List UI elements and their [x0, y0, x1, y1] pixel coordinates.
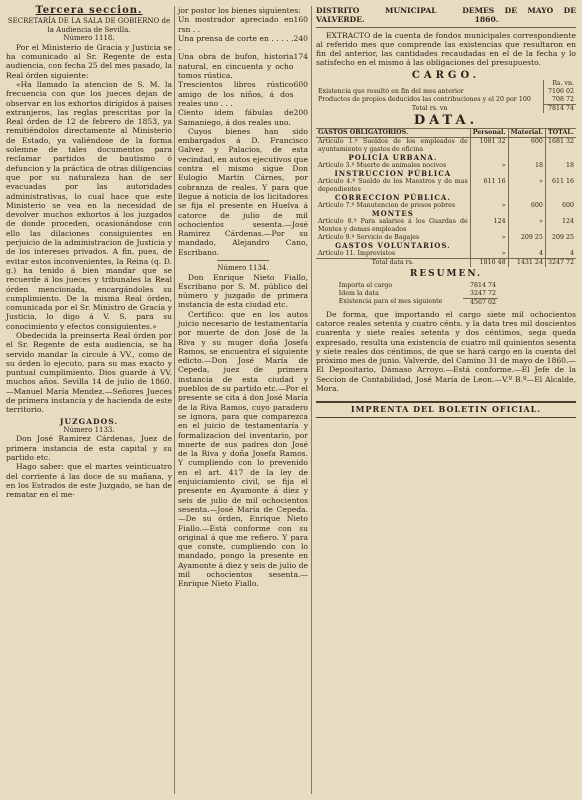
section-title: Tercera seccion. [35, 5, 143, 16]
currency-header: Rs. vn. [544, 80, 576, 88]
paragraph: jor postor los bienes siguientes: [178, 6, 301, 15]
column-rule [174, 6, 175, 794]
empty-cell [470, 170, 508, 178]
empty-cell [508, 170, 545, 178]
paragraph: Certifico: que en los autos juicio necesario de testamentaría por muerte de don José de la Riva y su muger doña Josefa Ramos, se encuentra el siguiente edicto.—Don José María de Cepeda, juez de primera instancia de esta ciudad y pueblos de su partido etc.—Por el presente se cita á don José María de la Riva Ramos, cuyo paradero se ignora, para que comparezca en el juicio de testamentaría y formalizacion del inventario, por muerte de sus padres don José de la Riva y doña Josefa Ramos. Y cumpliendo con lo prevenido en el art. 417 de la ley de enjuiciamiento civil, se fija el presente en Ayamonte á diez y seis de julio de mil ochocientos sesenta.—José María de Cepeda.—De su órden, Enrique Nieto Fiallo.—Está conforme con su original á que me refiero. Y para que conste, cumpliendo con lo mandado, pongo la presente en Ayamonte á diez y seis de julio de mil ochocientos sesenta.—Enrique Nieto Fiallo. [178, 309, 308, 589]
data-row [316, 218, 576, 234]
district-header [316, 6, 576, 28]
resumen-label: Importa el cargo [338, 281, 393, 289]
total-value: 600 [545, 202, 576, 210]
data-row [316, 250, 576, 259]
resumen-value: 3247 72 [469, 289, 496, 297]
section-label: GASTOS VOLUNTARIOS. [335, 241, 451, 251]
imprenta-footer: IMPRENTA DEL BOLETIN OFICIAL. [316, 401, 576, 417]
empty-cell [508, 154, 545, 162]
row-label: Artículo 7.º Manutencion de presos pobres [318, 202, 456, 210]
total-value: 611 16 [545, 178, 576, 194]
cargo-label: Productos de propios deducidos las contribuciones y el 20 por 100 [318, 96, 531, 104]
material-value: 4 [508, 250, 545, 259]
lot-value: 240 [293, 33, 308, 43]
empty-cell [508, 242, 545, 250]
data-title: DATA. [413, 113, 479, 129]
empty-cell [470, 210, 508, 218]
cargo-label: Total rs. vn [411, 104, 448, 112]
row-label: Artículo 4.º Sueldo de los Maestros y de mas dependientes [318, 178, 468, 194]
total-value: 18 [545, 162, 576, 170]
resumen-row [337, 298, 498, 307]
paragraph: Don Enrique Nieto Fiallo, Escribano por S. M. público del número y juzgado de primera instancia de esta ciudad etc. [178, 272, 308, 310]
extract-paragraph: EXTRACTO de la cuenta de fondos municipales correspondiente al referido mes que comprende las existencias que resultaron en fin del anterior, las cantidades recaudadas en el de la fecha y lo satisfecho en el mismo á las obligaciones del presupuesto. [316, 30, 576, 68]
material-value: 600 [508, 202, 545, 210]
row-label: Artículo 9.º Servicio de Bagajes [318, 234, 420, 242]
material-value: 209 25 [508, 234, 545, 242]
paragraph: «Ha llamado la atencion de S. M. la frecuencia con que los jueces dejan de observar en los exhortos dirigidos á paises extranjeros, las reglas prescritas por la Real órden de 12 de febrero de 1853, ya remitiéndolos directamente al Ministerio de Estado, ya valiéndose de la forma solemne de tales documentos para reclamar partidos de bautismo ó defuncion y la práctica de otras diligencias que por su naturaleza han de ser evacuadas por las autoridades administrativas, lo cual hace que este Ministerio se vea en la necesidad de devolver muchos exhortos á los juzgados de donde proceden, ocasionándose con ello las dilaciones consiguientes en perjuicio de la administracion de Justicia y de los intereses privados. A fin, pues, de evitar estos inconvenientes, la Reina (q. D. g.) ha tenido á bien mandar que se recuerde á los jueces y tribunales la Real órden mencionada, encargándoles su cumplimiento. De la misma Real órden, comunicada por el Sr. Ministro de Gracia y Justicia, lo digo á V. S. para su conocimiento y efectos consiguientes.» [6, 79, 172, 331]
section-row [316, 154, 576, 162]
paragraph: Obedecida la preinserta Real órden por el Sr. Regente de esta audiencia, se ha servido mandar la circule á VV., como de su órden lo ejecuto, para su mas exacto y puntual cumplimiento. Dios guarde á VV. muchos años. Sevilla 14 de julio de 1860.—Manuel María Mendez.—Señores Jueces de primera instancia y de hacienda de este territorio. [6, 331, 172, 415]
row-label: Total data rs. [371, 259, 414, 267]
material-value: 1431 24 [508, 259, 545, 268]
paragraph: Don José Ramirez Cárdenas, Juez de primera instancia de esta capital y su partido etc. [6, 434, 172, 463]
juzgados-heading: JUZGADOS. [59, 416, 119, 426]
section-label: MONTES [371, 209, 414, 219]
resumen-table [337, 282, 498, 307]
paragraph: Hago saber: que el martes veinticuatro del corriente á las doce de su mañana, y en los Estrados de este Juzgado, se han de rematar en el me- [6, 462, 172, 500]
cargo-row [316, 105, 576, 114]
column-left [6, 6, 172, 500]
lot-value: 174 [293, 52, 308, 62]
section-label: INSTRUCCION PÚBLICA [334, 169, 452, 179]
personal-value: » [470, 234, 508, 242]
total-value: 209 25 [545, 234, 576, 242]
cargo-value: 7106 02 [544, 88, 576, 96]
column-rule [311, 6, 312, 794]
cargo-value: 708 72 [544, 96, 576, 105]
row-label: Artículo 3.º Muerte de animales nocivos [318, 162, 447, 170]
total-value: 4 [545, 250, 576, 259]
empty-cell [470, 154, 508, 162]
section-row [316, 194, 576, 202]
cargo-table [316, 80, 576, 113]
column-middle [178, 6, 308, 589]
resumen-row [337, 282, 498, 290]
header-material: Material. [508, 129, 545, 138]
empty-cell [508, 194, 545, 202]
personal-value: » [470, 202, 508, 210]
empty-cell [545, 194, 576, 202]
total-value: 124 [545, 218, 576, 234]
section-row [316, 210, 576, 218]
empty-cell [545, 210, 576, 218]
district-name: DISTRITO MUNICIPAL DE VALVERDE. [316, 6, 475, 25]
resumen-label: Existencia para el mes siguiente [338, 298, 443, 306]
cargo-value: 7814 74 [544, 105, 576, 114]
total-value: 3247 72 [545, 259, 576, 268]
notice-number: Número 1118. [63, 34, 115, 43]
personal-value: 1081 32 [470, 138, 508, 155]
section-row [316, 242, 576, 250]
month-label: MES DE MAYO DE 1860. [474, 6, 576, 25]
resumen-value: 7814 74 [469, 281, 496, 289]
lot-text: Una prensa de corte en . . . . . . [178, 33, 294, 53]
data-row [316, 202, 576, 210]
resumen-label: Idem la data [338, 289, 379, 297]
cargo-row [316, 96, 576, 105]
paragraph: Por el Ministerio de Gracia y Justicia se ha comunicado al Sr. Regente de esta audiencia, con fecha 25 del mes pasado, la Real órden siguiente: [6, 42, 172, 80]
section-label: CORRECCION PÚBLICA. [334, 193, 451, 203]
personal-value: 1816 48 [470, 259, 508, 268]
lot-item [178, 108, 308, 127]
lot-item [178, 80, 308, 108]
lot-item [178, 52, 308, 80]
material-value: » [508, 178, 545, 194]
total-row [316, 259, 576, 268]
lot-item [178, 15, 308, 34]
lot-text: Ciento idem fábulas de Samaniego, á dos reales uno. [178, 108, 294, 127]
personal-value: 611 16 [470, 178, 508, 194]
empty-cell [545, 154, 576, 162]
row-label: Artículo 1.º Sueldos de los empleados de ayuntamiento y gastos de oficina [318, 138, 468, 154]
lot-text: Un mostrador apreciado en rsn . . [178, 15, 294, 34]
lot-value: 160 [293, 15, 308, 25]
resumen-row [337, 290, 498, 299]
cargo-title: CARGO. [411, 69, 481, 81]
section-row [316, 170, 576, 178]
column-right [316, 6, 576, 418]
resumen-value: 4567 02 [463, 298, 498, 307]
empty-cell [470, 194, 508, 202]
row-label: Artículo 8.º Para salarios á los Guardas de Montes y demas empleados [318, 218, 468, 234]
divider [217, 260, 269, 261]
office-heading: SECRETARÍA DE LA SALA DE GOBIERNO de la Audiencia de Sevilla. [7, 17, 171, 34]
lot-text: Trescientos libros rústico amigo de los niños, á dos reales uno . . . [178, 80, 294, 108]
section-label: POLICÍA URBANA. [348, 153, 438, 163]
notice-number: Número 1134. [217, 264, 269, 273]
row-label: Artículo 11. Imprevistos [318, 250, 396, 258]
resumen-title: RESUMEN. [409, 269, 483, 280]
personal-value: » [470, 162, 508, 170]
material-value: 18 [508, 162, 545, 170]
lot-text: Una obra de bufon, historia natural, en cincuenta y ocho tomos rústica. [178, 52, 294, 81]
paragraph: Cuyos bienes han sido embargados á D. Francisco Galvez y Palacios, de esta vecindad, en autos ejecutivos que contra el mismo sigue Don Eulogio Martin Cárnes, por cobranza de reales. Y para que llegue á noticia de los licitadores se fija el presente en Huelva á catorce de julio de mil ochocientos sesenta.—José Ramirez Cárdenas.—Por su mandado, Alejandro Cano, Escribano. [178, 126, 308, 257]
lot-value: 200 [293, 108, 308, 118]
header-gastos: GASTOS OBLIGATORIOS. [318, 129, 409, 137]
lot-value: 600 [293, 80, 308, 90]
data-table [316, 128, 576, 267]
material-value: » [508, 218, 545, 234]
material-value: 600 [508, 138, 545, 155]
data-row [316, 178, 576, 194]
empty-cell [545, 242, 576, 250]
empty-cell [508, 210, 545, 218]
empty-cell [545, 170, 576, 178]
empty-cell [470, 242, 508, 250]
lot-item [178, 34, 308, 53]
header-personal: Personal. [470, 129, 508, 138]
notice-number: Número 1133. [63, 425, 115, 434]
cargo-label: Existencia que resultó en fin del mes anterior [318, 88, 464, 96]
data-row [316, 138, 576, 155]
personal-value: » [470, 250, 508, 259]
closing-paragraph: De forma, que importando el cargo siete mil ochocientos catorce reales setenta y cuatro cénts. y la data tres mil doscientos cuarenta y siete reales setenta y dos céntimos, sega queda expresado, resulta una existencia de cuatro mil quinientos sesenta y siete reales dos céntimos, de que se hará cargo en la cuenta del próximo mes de junio. Valverde, del Camino 31 de mayo de 1860.—El Depositario, Dámaso Arroyo.—Está conforme.—El Jefe de la Seccion de Contabilidad, José María de Leon.—V.º B.º—El Alcalde, Mora. [316, 309, 576, 394]
cargo-row [316, 88, 576, 96]
header-total: TOTAL. [545, 129, 576, 138]
personal-value: 124 [470, 218, 508, 234]
total-value: 1681 32 [545, 138, 576, 155]
